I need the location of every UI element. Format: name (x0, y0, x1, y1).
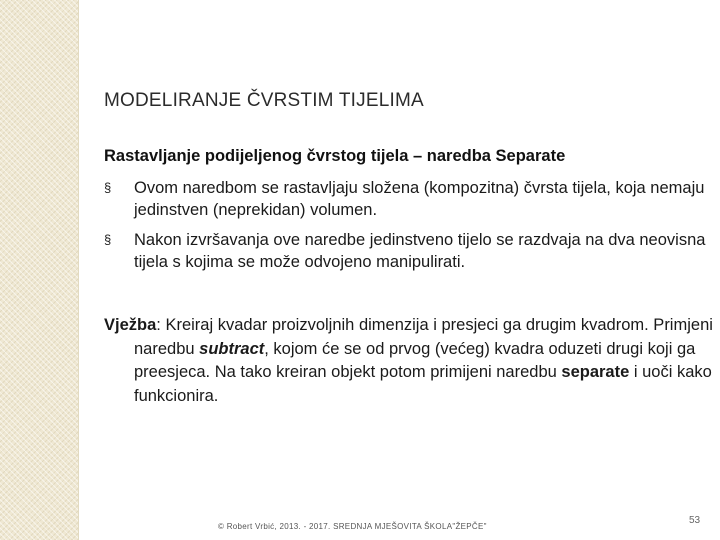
bullet-marker-icon: § (104, 232, 112, 247)
exercise-text-part-1: : Kreiraj kvadar proizvoljnih dimenzija i presjeci ga drugim kvadrom. Primjeni naredbu (134, 316, 713, 358)
page-number: 53 (689, 515, 701, 526)
bullet-item (104, 229, 714, 273)
decorative-side-band (0, 0, 78, 540)
bullet-item (104, 177, 714, 221)
exercise-text-part-3: i uoči kako funkcionira. (134, 363, 712, 405)
bullet-list (104, 177, 714, 281)
bullet-marker-icon: § (104, 180, 112, 195)
exercise-text-part-2: , kojom će se od prvog (većeg) kvadra oduzeti drugi koji ga preesjeca. Na tako kreiran objekt potom primijeni naredbu (134, 339, 696, 381)
bullet-text: Ovom naredbom se rastavljaju složena (kompozitna) čvrsta tijela, koja nemaju jedinstven (neprekidan) volumen. (134, 179, 705, 219)
side-divider (78, 0, 79, 540)
command-subtract: subtract (199, 339, 265, 358)
slide-title: MODELIRANJE ČVRSTIM TIJELIMA (104, 90, 424, 111)
command-separate: separate (561, 363, 630, 381)
footer-credit: © Robert Vrbić, 2013. - 2017. SREDNJA MJEŠOVITA ŠKOLA"ŽEPČE" (218, 522, 487, 531)
section-subtitle: Rastavljanje podijeljenog čvrstog tijela – naredba Separate (104, 147, 566, 165)
exercise-paragraph (104, 314, 716, 408)
bullet-text: Nakon izvršavanja ove naredbe jedinstveno tijelo se razdvaja na dva neovisna tijela s kojima se može odvojeno manipulirati. (134, 231, 706, 271)
exercise-label: Vježba (104, 316, 157, 334)
